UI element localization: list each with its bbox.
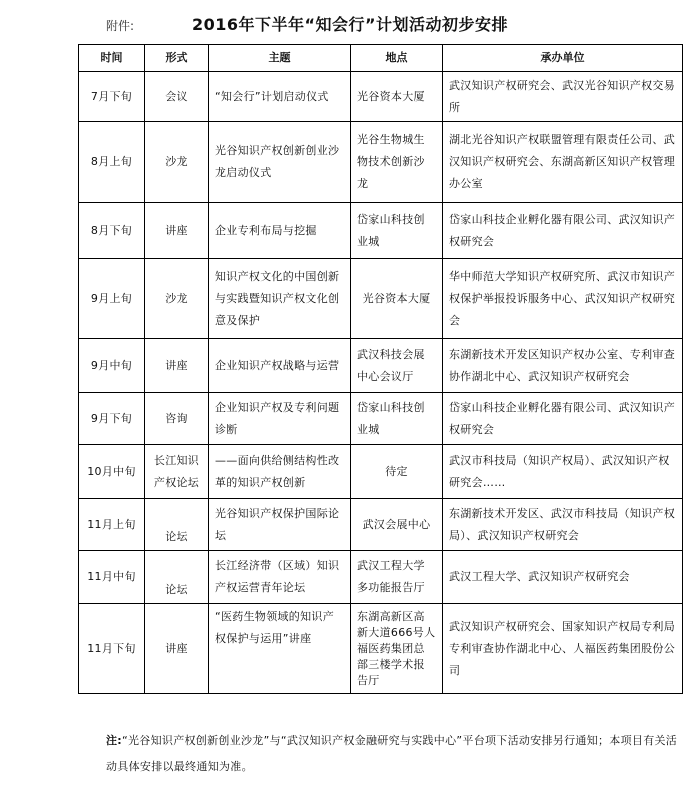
cell-organizer: 武汉知识产权研究会、国家知识产权局专利局专利审查协作湖北中心、人福医药集团股份公司	[443, 604, 683, 694]
column-header-form: 形式	[145, 45, 209, 72]
table-row	[79, 445, 683, 499]
cell-form: 讲座	[145, 203, 209, 259]
cell-form: 沙龙	[145, 259, 209, 339]
cell-topic: 光谷知识产权保护国际论坛	[209, 499, 351, 551]
cell-organizer: 东湖新技术开发区知识产权办公室、专利审查协作湖北中心、武汉知识产权研究会	[443, 339, 683, 393]
table-row	[79, 339, 683, 393]
table-row	[79, 393, 683, 445]
cell-form: 长江知识产权论坛	[145, 445, 209, 499]
cell-organizer: 东湖新技术开发区、武汉市科技局（知识产权局）、武汉知识产权研究会	[443, 499, 683, 551]
table-row	[79, 203, 683, 259]
cell-form: 论坛	[145, 499, 209, 551]
table-row	[79, 122, 683, 203]
page-title: 2016年下半年“知会行”计划活动初步安排	[191, 15, 509, 34]
cell-time: 8月下旬	[79, 203, 145, 259]
cell-topic: “医药生物领域的知识产权保护与运用”讲座	[209, 604, 351, 694]
table-header-row	[79, 45, 683, 72]
cell-organizer: 岱家山科技企业孵化器有限公司、武汉知识产权研究会	[443, 393, 683, 445]
cell-place: 光谷资本大厦	[351, 259, 443, 339]
cell-place: 待定	[351, 445, 443, 499]
column-header-time: 时间	[79, 45, 145, 72]
attachment-label: 附件:	[106, 19, 135, 33]
cell-time: 11月下旬	[79, 604, 145, 694]
table-row	[79, 499, 683, 551]
table-row	[79, 604, 683, 694]
cell-time: 9月下旬	[79, 393, 145, 445]
cell-form: 会议	[145, 72, 209, 122]
cell-time: 11月中旬	[79, 551, 145, 604]
cell-time: 11月上旬	[79, 499, 145, 551]
cell-topic: 企业知识产权战略与运营	[209, 339, 351, 393]
cell-topic: 长江经济带（区域）知识产权运营青年论坛	[209, 551, 351, 604]
cell-place: 岱家山科技创业城	[351, 393, 443, 445]
column-header-place: 地点	[351, 45, 443, 72]
cell-topic: ——面向供给侧结构性改革的知识产权创新	[209, 445, 351, 499]
cell-place: 岱家山科技创业城	[351, 203, 443, 259]
cell-form: 论坛	[145, 551, 209, 604]
table-row	[79, 551, 683, 604]
footnote-prefix: 注:	[106, 734, 122, 747]
cell-time: 7月下旬	[79, 72, 145, 122]
cell-organizer: 武汉知识产权研究会、武汉光谷知识产权交易所	[443, 72, 683, 122]
cell-organizer: 华中师范大学知识产权研究所、武汉市知识产权保护举报投诉服务中心、武汉知识产权研究会	[443, 259, 683, 339]
cell-form: 讲座	[145, 339, 209, 393]
cell-organizer: 武汉市科技局（知识产权局）、武汉知识产权研究会……	[443, 445, 683, 499]
cell-place: 武汉工程大学多功能报告厅	[351, 551, 443, 604]
schedule-table	[78, 44, 683, 694]
cell-time: 8月上旬	[79, 122, 145, 203]
cell-topic: “知会行”计划启动仪式	[209, 72, 351, 122]
cell-place: 武汉会展中心	[351, 499, 443, 551]
cell-place: 光谷资本大厦	[351, 72, 443, 122]
cell-topic: 企业知识产权及专利问题诊断	[209, 393, 351, 445]
footnote-text: “光谷知识产权创新创业沙龙”与“武汉知识产权金融研究与实践中心”平台项下活动安排另行通知；本项目有关活动具体安排以最终通知为准。	[106, 734, 678, 773]
table-row	[79, 259, 683, 339]
cell-organizer: 湖北光谷知识产权联盟管理有限责任公司、武汉知识产权研究会、东湖高新区知识产权管理办公室	[443, 122, 683, 203]
cell-time: 10月中旬	[79, 445, 145, 499]
cell-organizer: 岱家山科技企业孵化器有限公司、武汉知识产权研究会	[443, 203, 683, 259]
cell-topic: 光谷知识产权创新创业沙龙启动仪式	[209, 122, 351, 203]
cell-place: 东湖高新区高新大道666号人福医药集团总部三楼学术报告厅	[351, 604, 443, 694]
column-header-topic: 主题	[209, 45, 351, 72]
cell-form: 讲座	[145, 604, 209, 694]
column-header-organizer: 承办单位	[443, 45, 683, 72]
cell-place: 光谷生物城生物技术创新沙龙	[351, 122, 443, 203]
table-row	[79, 72, 683, 122]
cell-form: 沙龙	[145, 122, 209, 203]
footnote	[106, 728, 686, 780]
cell-organizer: 武汉工程大学、武汉知识产权研究会	[443, 551, 683, 604]
cell-time: 9月上旬	[79, 259, 145, 339]
cell-topic: 知识产权文化的中国创新与实践暨知识产权文化创意及保护	[209, 259, 351, 339]
cell-time: 9月中旬	[79, 339, 145, 393]
cell-topic: 企业专利布局与挖掘	[209, 203, 351, 259]
cell-form: 咨询	[145, 393, 209, 445]
cell-place: 武汉科技会展中心会议厅	[351, 339, 443, 393]
